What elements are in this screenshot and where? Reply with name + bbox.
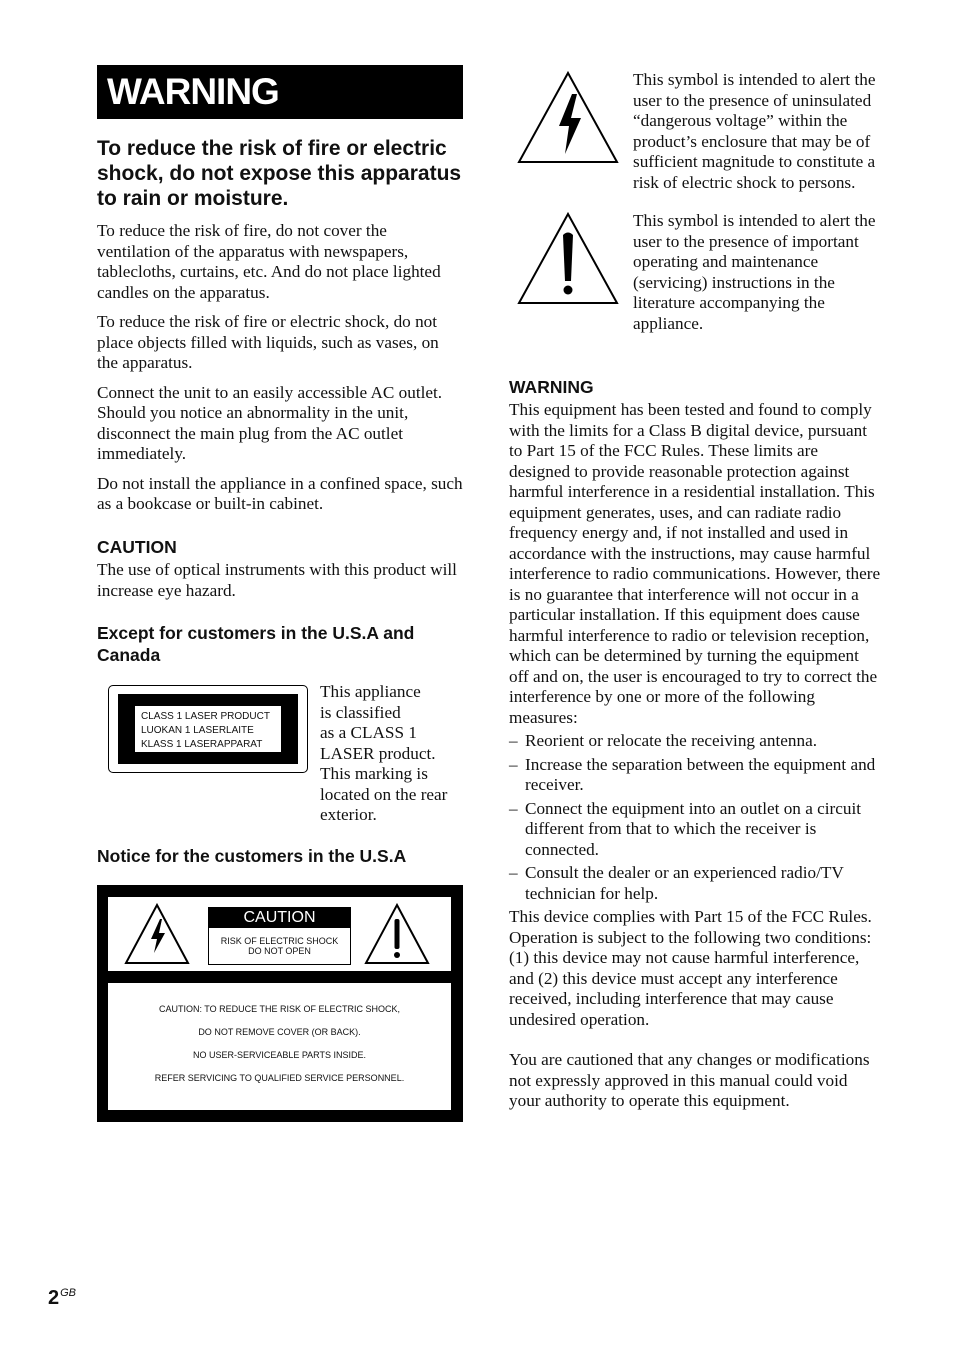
fcc-warning-heading: WARNING — [509, 377, 594, 397]
changes-paragraph: You are cautioned that any changes or modifications not expressly approved in this manual could void your authority to operate this equipment. — [509, 1050, 870, 1110]
caution-label-panel — [97, 885, 463, 1122]
right-column — [509, 70, 881, 1112]
laser-label — [108, 685, 308, 773]
conditions-paragraph: (1) this device may not cause harmful interference, and (2) this device must accept any interference received, including interference that may cause undesired operation. — [509, 948, 860, 1029]
symbol-row-voltage — [509, 70, 881, 193]
laser-label-line: KLASS 1 LASERAPPARAT — [141, 739, 263, 750]
caution-heading: CAUTION — [97, 536, 177, 557]
laser-row — [97, 682, 463, 826]
laser-description: This appliance is classified as a CLASS 1 LASER product. This marking is located on the rear exterior. — [320, 682, 448, 824]
page-suffix: GB — [60, 1287, 77, 1299]
list-item: – Increase the separation between the equipment and receiver. — [509, 754, 876, 794]
fcc-notice — [509, 400, 881, 1112]
part15-paragraph: This device complies with Part 15 of the FCC Rules. Operation is subject to the following two conditions: — [509, 907, 872, 947]
symbol-row-instructions — [509, 211, 881, 334]
paragraph-confined-space: Do not install the appliance in a confined space, such as a bookcase or built-in cabinet. — [97, 473, 463, 513]
laser-label-line: CLASS 1 LASER PRODUCT — [141, 711, 270, 722]
caution-box: CAUTION RISK OF ELECTRIC SHOCK DO NOT OPEN — [208, 907, 351, 965]
lead-heading: To reduce the risk of fire or electric shock, do not expose this apparatus to rain or moisture. — [97, 137, 462, 210]
except-heading: Except for customers in the U.S.A and Canada — [97, 623, 415, 665]
exclamation-warning-icon — [517, 211, 619, 307]
measures-list — [509, 731, 881, 904]
exclamation-icon — [364, 903, 430, 965]
symbol-instructions-text: This symbol is intended to alert the user to the presence of important operating and maintenance (servicing) instructions in the literature accompanying the appliance. — [633, 211, 876, 333]
paragraph-liquids: To reduce the risk of fire or electric shock, do not place objects filled with liquids, such as vases, on the apparatus. — [97, 312, 439, 372]
caution-text: The use of optical instruments with this product will increase eye hazard. — [97, 560, 457, 600]
caution-instructions: CAUTION: TO REDUCE THE RISK OF ELECTRIC SHOCK, DO NOT REMOVE COVER (OR BACK). NO USER-SERVICEABLE PARTS INSIDE. REFER SERVICING TO QUALIFIED SERVICE PERSONNEL. — [108, 983, 451, 1110]
warning-banner: WARNING — [97, 65, 463, 119]
notice-heading: Notice for the customers in the U.S.A — [97, 845, 407, 866]
laser-label-line: LUOKAN 1 LASERLAITE — [141, 725, 254, 736]
list-item: – Consult the dealer or an experienced radio/TV technician for help. — [509, 863, 844, 903]
list-item: – Connect the equipment into an outlet on a circuit different from that to which the receiver is connected. — [509, 798, 862, 859]
symbol-voltage-text: This symbol is intended to alert the user to the presence of uninsulated “dangerous voltage” within the product’s enclosure that may be of sufficient magnitude to constitute a risk of electric shock to persons. — [633, 70, 876, 192]
electric-shock-icon — [124, 903, 190, 965]
lightning-warning-icon — [517, 70, 619, 166]
page-number: $2^{GB}$ — [48, 1287, 77, 1309]
fcc-paragraph: This equipment has been tested and found to comply with the limits for a Class B digital device, pursuant to Part 15 of the FCC Rules. These limits are designed to provide reasonable protection against harmful interference in a residential installation. This equipment generates, uses, and can radiate radio frequency energy and, if not installed and used in accordance with the instructions, may cause harmful interference to radio communications. However, there is no guarantee that interference will not occur in a particular installation. If this equipment does cause harmful interference to radio or television reception, which can be determined by turning the equipment off and on, the user is encouraged to try to correct the interference by one or more of the following measures: — [509, 400, 881, 727]
paragraph-ac-outlet: Connect the unit to an easily accessible AC outlet. Should you notice an abnormality in the unit, disconnect the main plug from the AC outlet immediately. — [97, 382, 443, 463]
list-item: – Reorient or relocate the receiving antenna. — [509, 731, 818, 750]
paragraph-ventilation: To reduce the risk of fire, do not cover the ventilation of the apparatus with newspapers, tablecloths, curtains, etc. And do not place lighted candles on the apparatus. — [97, 221, 441, 302]
left-column — [97, 65, 463, 1122]
